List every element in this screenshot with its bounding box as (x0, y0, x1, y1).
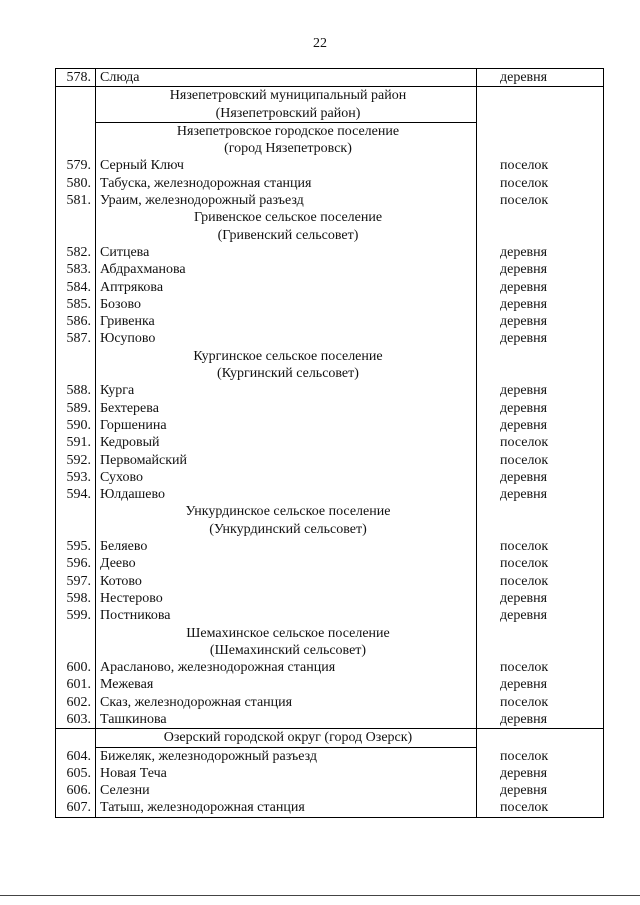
row-number (56, 503, 96, 520)
row-number: 590. (56, 417, 96, 434)
table-row (56, 330, 604, 347)
settlement-type: деревня (477, 607, 604, 624)
settlement-name: Селезни (100, 783, 150, 799)
settlement-type (477, 521, 604, 538)
settlement-name: Арасланово, железнодорожная станция (100, 660, 336, 676)
row-number (56, 105, 96, 123)
row-number: 581. (56, 192, 96, 209)
section-header: Озерский городской округ (город Озерск) (96, 729, 477, 747)
table-row (56, 555, 604, 572)
row-number: 604. (56, 747, 96, 765)
settlement-type: поселок (477, 694, 604, 711)
section-header: Ункурдинское сельское поселение (185, 504, 391, 520)
settlement-name: Котово (100, 573, 142, 589)
row-number: 588. (56, 382, 96, 399)
table-row (56, 538, 604, 555)
row-number: 586. (56, 313, 96, 330)
table-row (56, 486, 604, 503)
settlement-name: Новая Теча (100, 765, 167, 781)
settlement-type (477, 729, 604, 747)
settlement-type: поселок (477, 157, 604, 174)
table-row (56, 469, 604, 486)
settlement-type: деревня (477, 486, 604, 503)
section-header-row (56, 87, 604, 105)
settlement-type: поселок (477, 659, 604, 676)
section-header: (Ункурдинский сельсовет) (209, 521, 367, 537)
section-header: (Шемахинский сельсовет) (209, 642, 367, 658)
settlement-type: поселок (477, 175, 604, 192)
row-number: 601. (56, 676, 96, 693)
row-number: 585. (56, 296, 96, 313)
settlement-name: Юсупово (100, 331, 156, 347)
settlement-type: поселок (477, 434, 604, 451)
row-number: 600. (56, 659, 96, 676)
settlement-name: Бозово (100, 296, 142, 312)
settlement-name: Сказ, железнодорожная станция (100, 694, 293, 710)
row-number (56, 348, 96, 365)
settlement-type: деревня (477, 313, 604, 330)
settlement-name: Татыш, железнодорожная станция (96, 799, 477, 817)
row-number: 579. (56, 157, 96, 174)
row-number (56, 209, 96, 226)
row-number: 602. (56, 694, 96, 711)
row-number (56, 87, 96, 105)
page-number: 22 (313, 36, 327, 51)
table-row (56, 296, 604, 313)
row-number: 598. (56, 590, 96, 607)
settlement-type: деревня (477, 765, 604, 782)
settlement-name: Табуска, железнодорожная станция (100, 175, 312, 191)
row-number (56, 642, 96, 659)
table-row (56, 157, 604, 174)
section-header-row (56, 365, 604, 382)
section-header-row (56, 227, 604, 244)
section-header-row (56, 642, 604, 659)
settlement-name: Нестерово (100, 590, 163, 606)
row-number (56, 140, 96, 157)
row-number: 599. (56, 607, 96, 624)
row-number: 595. (56, 538, 96, 555)
settlement-name: Беляево (100, 539, 148, 555)
settlement-name: Межевая (100, 677, 154, 693)
table-row (56, 313, 604, 330)
section-header-row (56, 105, 604, 123)
settlement-type: деревня (477, 382, 604, 399)
row-number: 594. (56, 486, 96, 503)
section-header: Нязепетровское городское поселение (176, 123, 400, 139)
row-number: 593. (56, 469, 96, 486)
settlement-name: Курга (100, 383, 135, 399)
settlement-name: Первомайский (100, 452, 188, 468)
table-row (56, 417, 604, 434)
settlement-type: поселок (477, 799, 604, 817)
footer-divider (0, 895, 640, 896)
row-number: 596. (56, 555, 96, 572)
section-header-row (56, 140, 604, 157)
settlement-name: Ташкинова (100, 711, 167, 727)
settlements-table (55, 68, 604, 818)
section-header-row (56, 521, 604, 538)
section-header: Нязепетровский муниципальный район (169, 88, 407, 104)
row-number (56, 227, 96, 244)
settlement-name: Ситцева (100, 244, 150, 260)
table-row (56, 782, 604, 799)
table-row (56, 69, 604, 87)
row-number (56, 625, 96, 642)
row-number: 597. (56, 573, 96, 590)
settlement-type (477, 227, 604, 244)
settlement-type: деревня (477, 261, 604, 278)
section-header: (город Нязепетровск) (224, 141, 352, 157)
settlement-type (477, 642, 604, 659)
settlement-type: деревня (477, 676, 604, 693)
section-header: Гривенское сельское поселение (193, 210, 383, 226)
settlement-name: Ураим, железнодорожный разъезд (100, 193, 304, 209)
row-number (56, 365, 96, 382)
table-row (56, 676, 604, 693)
settlement-type: деревня (477, 782, 604, 799)
settlement-type: деревня (477, 590, 604, 607)
row-number: 587. (56, 330, 96, 347)
settlement-type (477, 348, 604, 365)
settlement-type (477, 365, 604, 382)
settlements-table-body (56, 69, 604, 818)
settlement-name: Слюда (96, 69, 477, 87)
table-row (56, 747, 604, 765)
section-header-row (56, 122, 604, 140)
settlement-name: Аптрякова (100, 279, 164, 295)
settlement-name: Бижеляк, железнодорожный разъезд (100, 748, 318, 764)
table-row (56, 244, 604, 261)
settlement-type: деревня (477, 330, 604, 347)
table-row (56, 607, 604, 624)
settlement-type: поселок (477, 573, 604, 590)
row-number: 589. (56, 400, 96, 417)
row-number (56, 122, 96, 140)
settlement-type: деревня (477, 279, 604, 296)
section-header-row (56, 503, 604, 520)
settlement-type: деревня (477, 417, 604, 434)
settlement-name: Гривенка (100, 314, 155, 330)
settlement-type (477, 209, 604, 226)
row-number: 606. (56, 782, 96, 799)
row-number: 603. (56, 711, 96, 729)
settlement-type: поселок (477, 452, 604, 469)
settlement-type: деревня (477, 244, 604, 261)
row-number: 607. (56, 799, 96, 817)
settlement-name: Абдрахманова (100, 262, 186, 278)
settlement-type: поселок (477, 538, 604, 555)
settlement-type (477, 122, 604, 140)
settlement-name: Деево (100, 556, 136, 572)
settlement-type: деревня (477, 400, 604, 417)
settlement-name: Бехтерева (100, 400, 159, 416)
table-row (56, 765, 604, 782)
table-row (56, 694, 604, 711)
row-number (56, 729, 96, 747)
table-row (56, 382, 604, 399)
table-row (56, 175, 604, 192)
settlement-type: поселок (477, 555, 604, 572)
settlement-name: Горшенина (100, 417, 167, 433)
settlement-type: деревня (477, 469, 604, 486)
settlement-type (477, 87, 604, 105)
row-number: 605. (56, 765, 96, 782)
row-number: 591. (56, 434, 96, 451)
settlement-name: Серный Ключ (100, 158, 184, 174)
settlement-type (477, 625, 604, 642)
settlement-type (477, 105, 604, 123)
table-row (56, 279, 604, 296)
row-number: 582. (56, 244, 96, 261)
settlement-name: Юлдашево (100, 487, 166, 503)
section-header: Кургинское сельское поселение (193, 348, 383, 364)
settlement-type (477, 503, 604, 520)
settlement-type: поселок (477, 192, 604, 209)
settlement-type: поселок (477, 747, 604, 765)
section-header-row (56, 348, 604, 365)
settlement-name: Сухово (100, 469, 143, 485)
settlement-name: Кедровый (100, 435, 160, 451)
section-header-row (56, 625, 604, 642)
section-header: (Гривенский сельсовет) (217, 227, 359, 243)
row-number (56, 521, 96, 538)
table-row (56, 659, 604, 676)
settlement-type: деревня (477, 296, 604, 313)
settlement-type (477, 140, 604, 157)
row-number: 578. (56, 69, 96, 87)
table-row (56, 434, 604, 451)
section-header: Шемахинское сельское поселение (186, 625, 390, 641)
section-header: (Кургинский сельсовет) (217, 366, 359, 382)
settlement-type: деревня (477, 69, 604, 87)
settlement-name: Постникова (100, 608, 171, 624)
section-header-row (56, 729, 604, 747)
table-row (56, 192, 604, 209)
section-header: (Нязепетровский район) (96, 105, 477, 123)
table-row (56, 452, 604, 469)
row-number: 592. (56, 452, 96, 469)
table-row (56, 711, 604, 729)
table-row (56, 590, 604, 607)
settlement-type: деревня (477, 711, 604, 729)
row-number: 584. (56, 279, 96, 296)
table-row (56, 261, 604, 278)
row-number: 583. (56, 261, 96, 278)
row-number: 580. (56, 175, 96, 192)
table-row (56, 573, 604, 590)
section-header-row (56, 209, 604, 226)
table-row (56, 799, 604, 817)
table-row (56, 400, 604, 417)
